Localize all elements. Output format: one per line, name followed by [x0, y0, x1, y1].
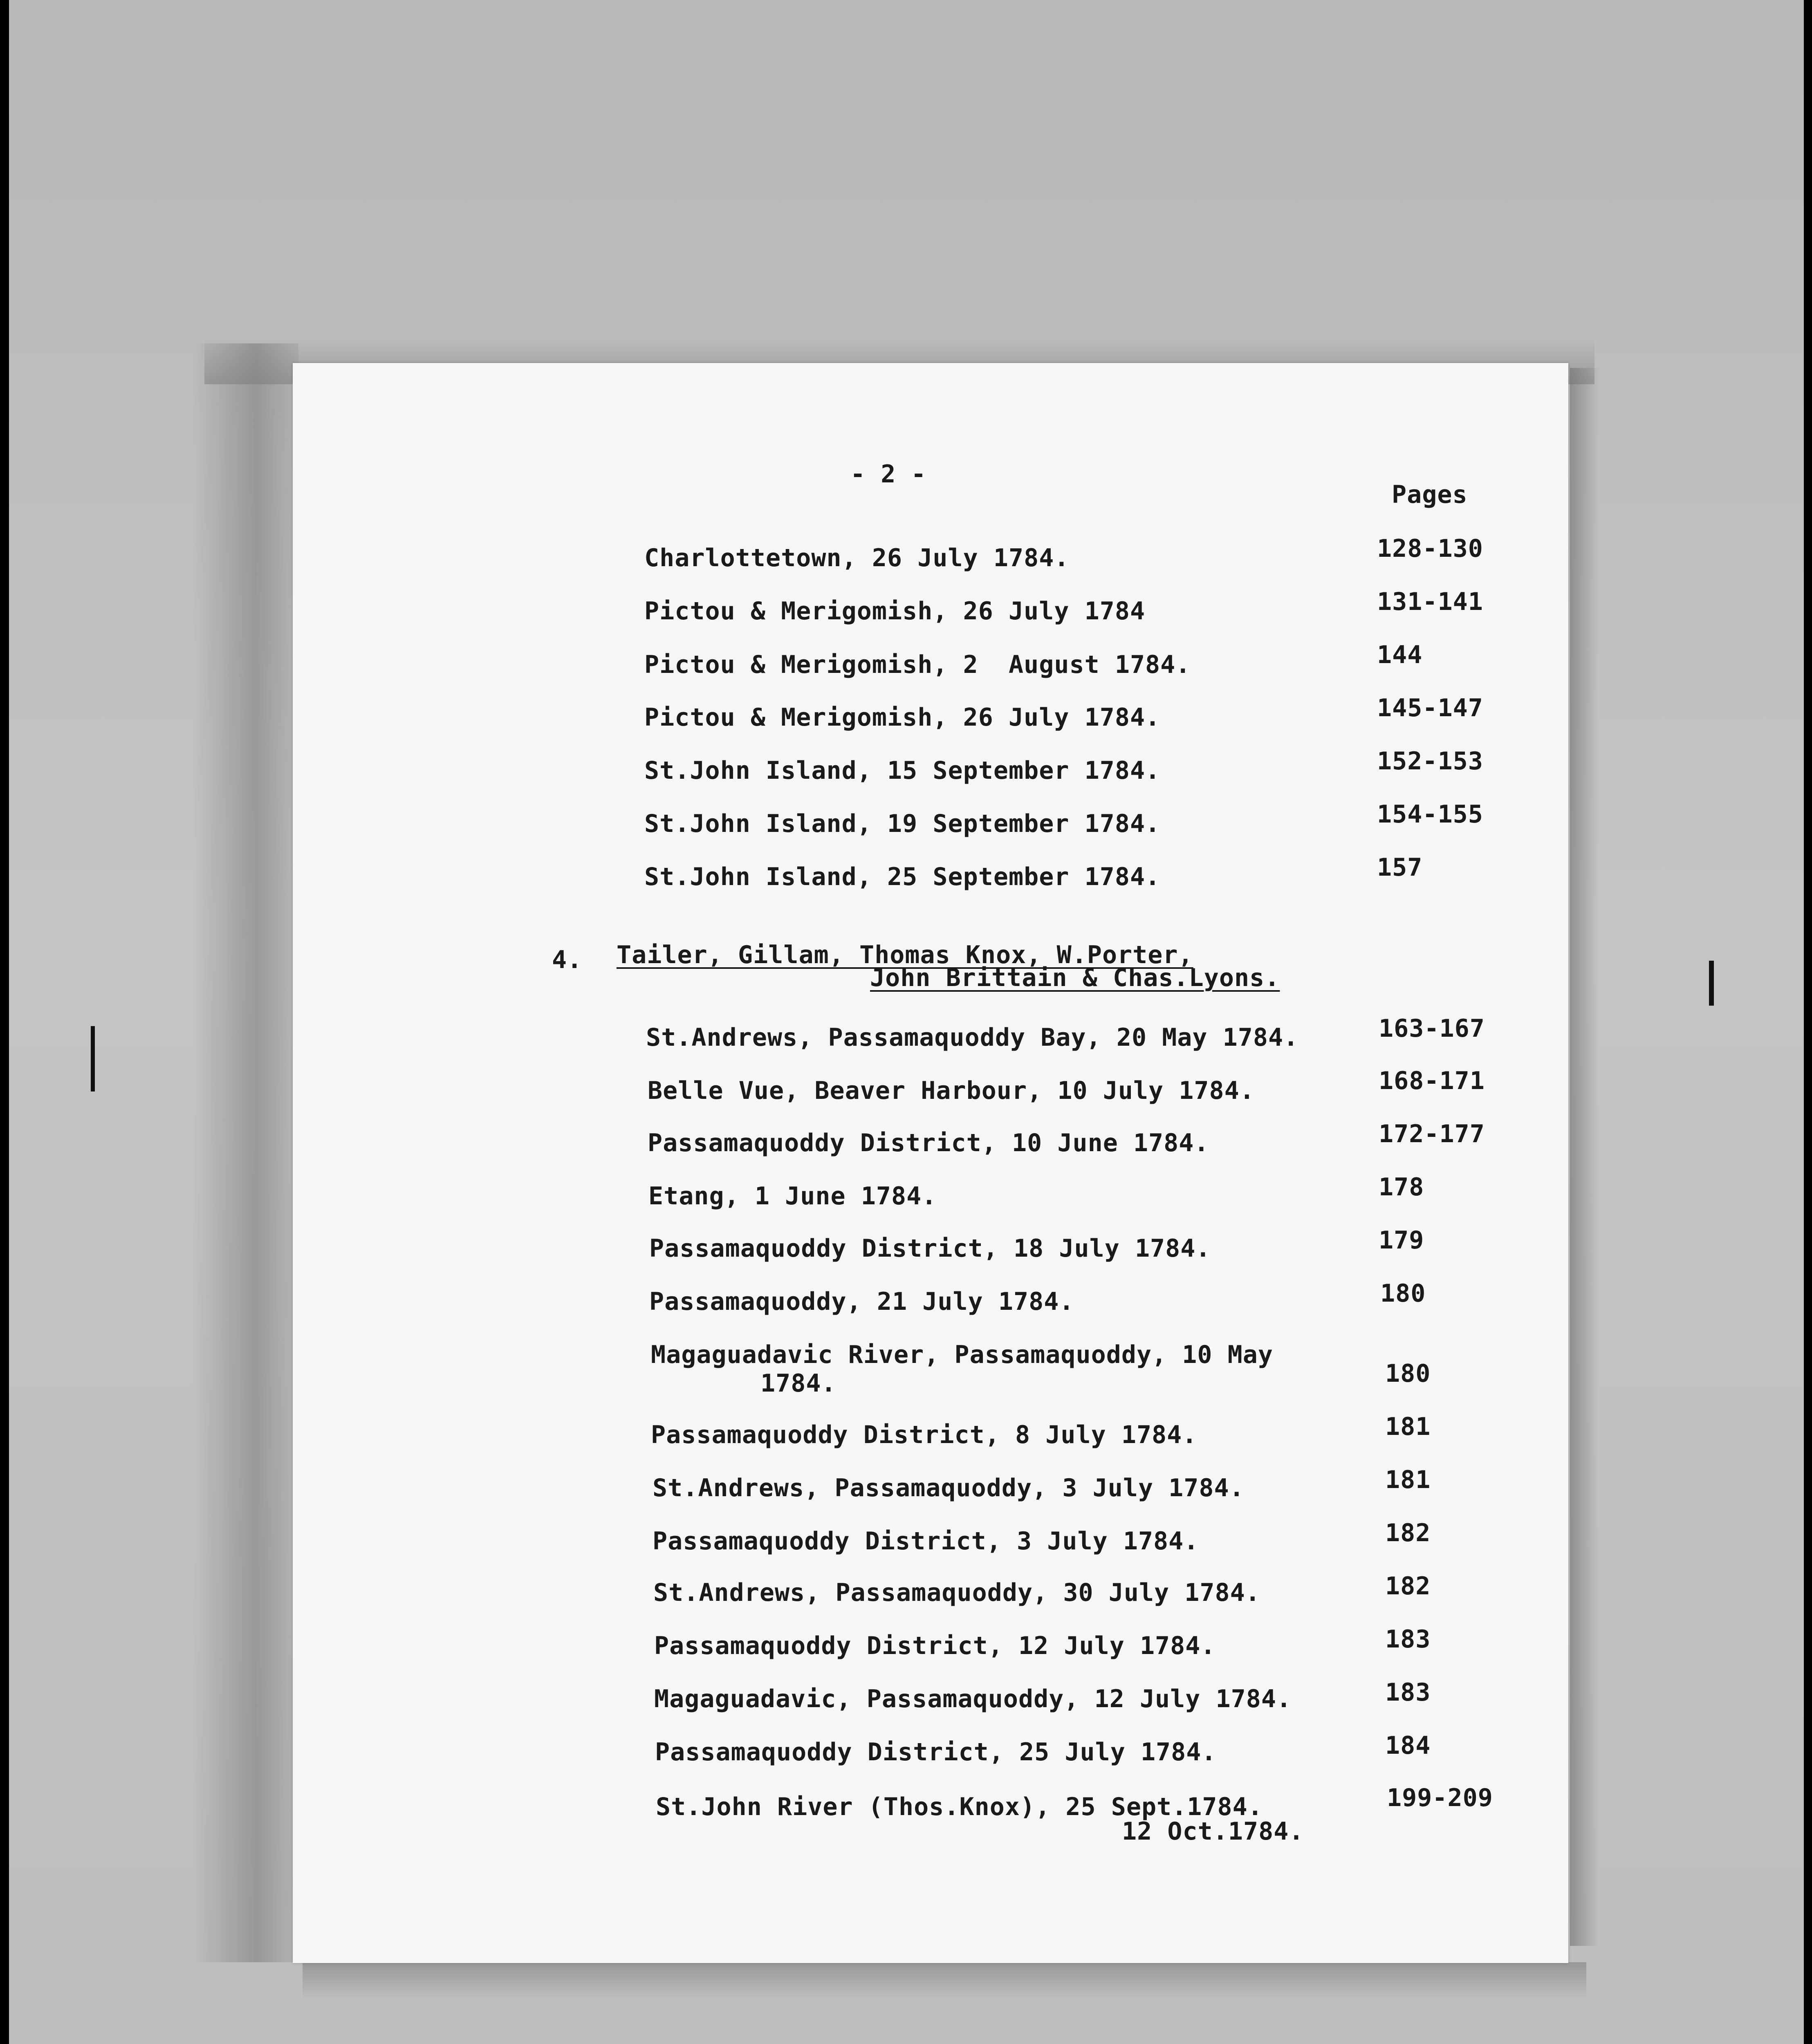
- entry-pages: 178: [1379, 1173, 1424, 1201]
- entry-place: Passamaquoddy District, 25 July 1784.: [655, 1738, 1217, 1766]
- entry-place: St.Andrews, Passamaquoddy, 3 July 1784.: [653, 1474, 1245, 1502]
- entry-place: Magaguadavic, Passamaquoddy, 12 July 1784.: [654, 1685, 1292, 1713]
- entry-pages: 145-147: [1377, 694, 1483, 722]
- entry-place: Passamaquoddy District, 3 July 1784.: [653, 1527, 1199, 1555]
- entry-pages: 181: [1385, 1466, 1431, 1494]
- entry-pages: 199-209: [1387, 1784, 1493, 1812]
- entry-place: Pictou & Merigomish, 2 August 1784.: [644, 650, 1191, 679]
- page-shadow-left: [192, 343, 298, 1962]
- entry-pages: 144: [1377, 641, 1423, 669]
- pages-column-heading: Pages: [1392, 480, 1468, 509]
- entry-pages: 184: [1385, 1731, 1431, 1760]
- entry-place: Passamaquoddy District, 12 July 1784.: [654, 1632, 1216, 1660]
- entry-place: Passamaquoddy District, 10 June 1784.: [648, 1129, 1209, 1157]
- entry-pages: 168-171: [1379, 1067, 1485, 1095]
- entry-place: Etang, 1 June 1784.: [648, 1182, 937, 1210]
- entry-pages: 180: [1380, 1279, 1426, 1308]
- entry-place-continued: 12 Oct.1784.: [1122, 1817, 1304, 1846]
- entry-pages: 183: [1385, 1625, 1431, 1654]
- entry-place: Passamaquoddy District, 18 July 1784.: [649, 1234, 1211, 1263]
- entry-pages: 172-177: [1379, 1120, 1485, 1148]
- entry-pages: 182: [1385, 1572, 1431, 1600]
- entry-pages: 152-153: [1377, 747, 1483, 775]
- entry-pages: 128-130: [1377, 534, 1483, 563]
- entry-place: St.Andrews, Passamaquoddy Bay, 20 May 1784.: [646, 1023, 1299, 1052]
- entry-pages: 181: [1385, 1412, 1431, 1441]
- film-scratch-right: [1709, 961, 1714, 1006]
- entry-place: Passamaquoddy, 21 July 1784.: [649, 1287, 1074, 1316]
- entry-place: Pictou & Merigomish, 26 July 1784.: [644, 703, 1161, 732]
- entry-pages: 131-141: [1377, 587, 1483, 616]
- section-names-line1: Tailer, Gillam, Thomas Knox, W.Porter,: [617, 941, 1193, 969]
- entry-place-continued: 1784.: [760, 1369, 836, 1398]
- film-scratch-left: [91, 1026, 95, 1091]
- section-number: 4.: [552, 946, 583, 974]
- entry-pages: 182: [1385, 1519, 1431, 1547]
- entry-place: St.John Island, 19 September 1784.: [644, 809, 1161, 838]
- entry-place: St.John Island, 25 September 1784.: [644, 863, 1161, 891]
- entry-pages: 163-167: [1379, 1014, 1485, 1043]
- entry-pages: 179: [1379, 1226, 1424, 1255]
- entry-pages: 183: [1385, 1678, 1431, 1707]
- entry-place: Passamaquoddy District, 8 July 1784.: [651, 1421, 1198, 1449]
- entry-place: Belle Vue, Beaver Harbour, 10 July 1784.: [648, 1076, 1255, 1105]
- section-names-line2: John Brittain & Chas.Lyons.: [870, 964, 1280, 992]
- entry-place: Charlottetown, 26 July 1784.: [644, 544, 1070, 572]
- page-number: - 2 -: [850, 460, 926, 489]
- entry-place: St.Andrews, Passamaquoddy, 30 July 1784.: [653, 1578, 1260, 1607]
- page-shadow-right: [1570, 368, 1599, 1946]
- entry-pages: 180: [1385, 1359, 1431, 1388]
- entry-place: Magaguadavic River, Passamaquoddy, 10 May: [651, 1340, 1274, 1369]
- entry-place: Pictou & Merigomish, 26 July 1784: [644, 597, 1146, 625]
- entry-place: St.John Island, 15 September 1784.: [644, 756, 1161, 785]
- page-shadow-bottom: [303, 1962, 1586, 1999]
- entry-place: St.John River (Thos.Knox), 25 Sept.1784.: [656, 1793, 1263, 1821]
- entry-pages: 154-155: [1377, 800, 1483, 829]
- entry-pages: 157: [1377, 853, 1423, 882]
